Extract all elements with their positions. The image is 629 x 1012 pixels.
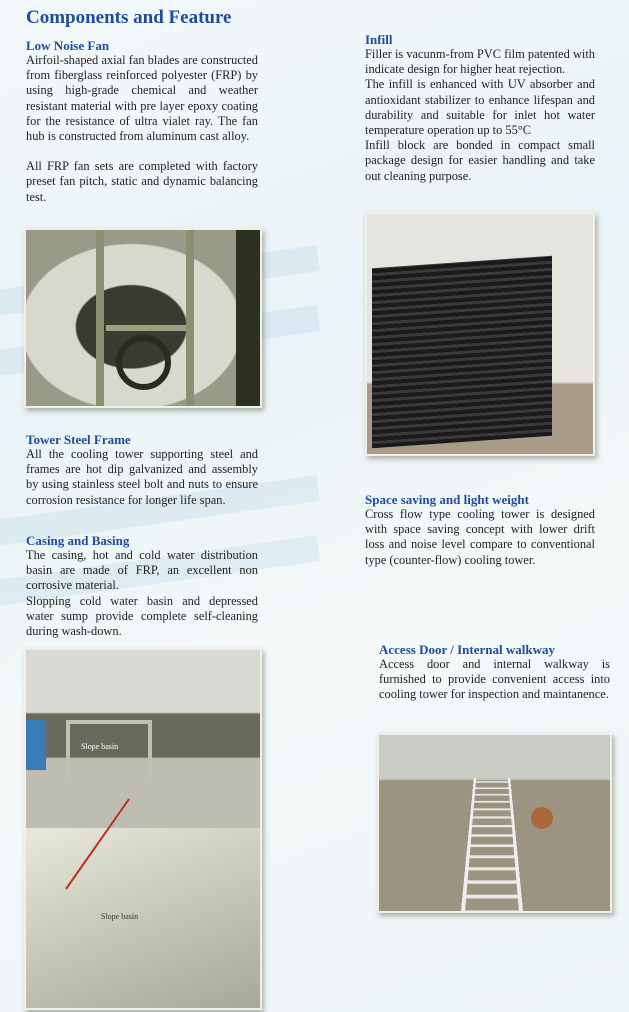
tower-steel-frame-heading: Tower Steel Frame [26, 432, 131, 447]
access-door-heading: Access Door / Internal walkway [379, 642, 555, 657]
fan-photo [24, 228, 262, 408]
low-noise-fan-text [26, 53, 258, 205]
casing-text [26, 548, 258, 639]
tower-steel-frame-text: All the cooling tower supporting steel and frames are hot dip galvanized and assembly by using stainless steel bolt and nuts to ensure corrosion resistance for longer life span. [26, 447, 258, 507]
space-saving-text: Cross flow type cooling tower is designed with space saving concept with lower drift loss and noise level compare to conventional type (counter-flow) cooling tower. [365, 507, 595, 567]
infill-photo [365, 212, 595, 456]
basin-photo [24, 648, 262, 1010]
paragraph: Filler is vacunm-from PVC film patented with indicate design for higher heat rejection. [365, 47, 595, 77]
paragraph: Slopping cold water basin and depressed water sump provide complete self-cleaning during wash-down. [26, 593, 258, 639]
slope-basin-label: Slope basin [81, 742, 119, 751]
paragraph: All FRP fan sets are completed with factory preset fan pitch, static and dynamic balancing test. [26, 159, 258, 204]
access-door-text: Access door and internal walkway is furnished to provide convenient access into cooling tower for inspection and maintanence. [379, 657, 610, 702]
paragraph: The infill is enhanced with UV absorber and antioxidant stabilizer to enhance lifespan and durability and suitable for inlet hot water temperature operation up to 55°C [365, 77, 595, 138]
infill-text [365, 47, 595, 184]
paragraph: Infill block are bonded in compact small package design for easier handling and take out cleaning purpose. [365, 138, 595, 183]
paragraph: The casing, hot and cold water distribution basin are made of FRP, an excellent non corrosive material. [26, 548, 258, 593]
low-noise-fan-heading: Low Noise Fan [26, 38, 110, 53]
slope-basin-label: Slope basin [101, 912, 139, 921]
infill-heading: Infill [365, 32, 393, 47]
casing-heading: Casing and Basing [26, 533, 130, 548]
paragraph: Airfoil-shaped axial fan blades are constructed from fiberglass reinforced polyester (FRP) by using high-grade chemical and weather resistant material with pre layer epoxy coating for the resistance of ultra vialet ray. The fan hub is constructed from aluminum cast alloy. [26, 53, 258, 144]
page-title: Components and Feature [26, 7, 232, 28]
space-saving-heading: Space saving and light weight [365, 492, 529, 507]
walkway-photo [377, 733, 612, 913]
